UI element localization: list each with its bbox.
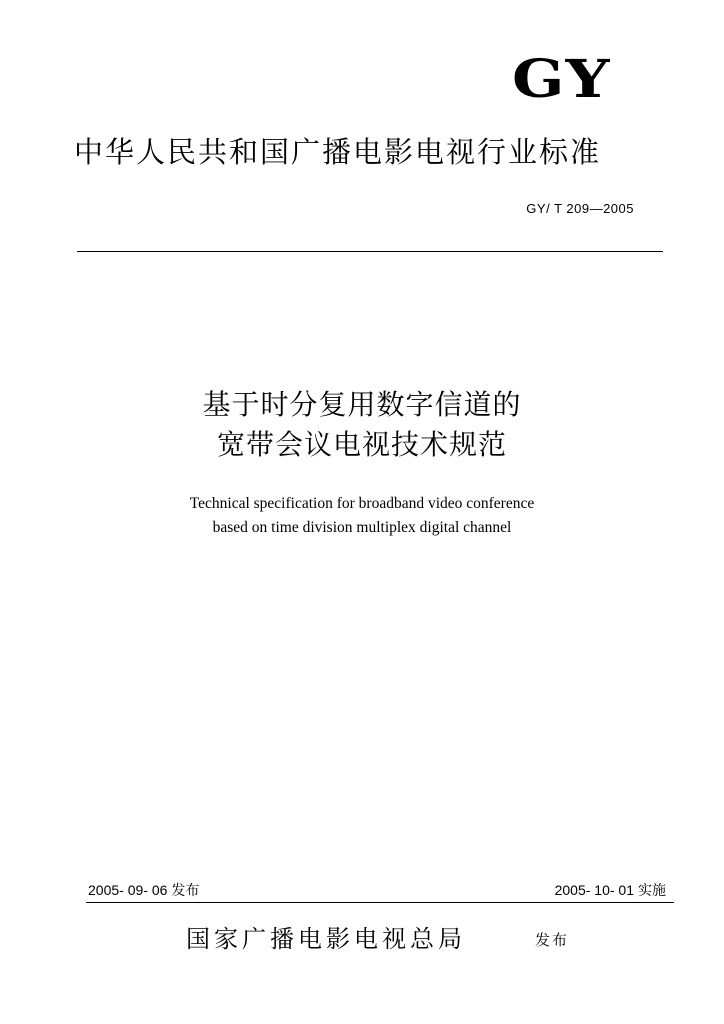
- implement-label: 实施: [638, 883, 666, 899]
- standard-number: GY/ T 209—2005: [526, 201, 634, 216]
- footer-divider: [86, 902, 674, 903]
- issue-label: 发布: [171, 883, 200, 899]
- issue-date-block: [88, 880, 199, 901]
- issue-date: 2005- 09- 06: [88, 882, 168, 898]
- header-divider: [77, 251, 663, 252]
- title-zh-line-1: 基于时分复用数字信道的: [202, 388, 522, 421]
- title-en-line-1: Technical specification for broadband video conference: [189, 495, 535, 512]
- standard-category-title: 中华人民共和国广播电影电视行业标准: [74, 135, 602, 169]
- document-title-english: [0, 492, 724, 540]
- implement-date-block: [555, 880, 666, 901]
- issuing-action: 发布: [535, 931, 570, 949]
- document-title-chinese: [0, 385, 724, 465]
- title-zh-line-2: 宽带会议电视技术规范: [216, 428, 507, 461]
- title-en-line-2: based on time division multiplex digital channel: [212, 519, 512, 536]
- standard-logo: GY: [512, 49, 611, 110]
- issuing-authority: 国家广播电影电视总局: [186, 925, 466, 953]
- implement-date: 2005- 10- 01: [554, 882, 634, 898]
